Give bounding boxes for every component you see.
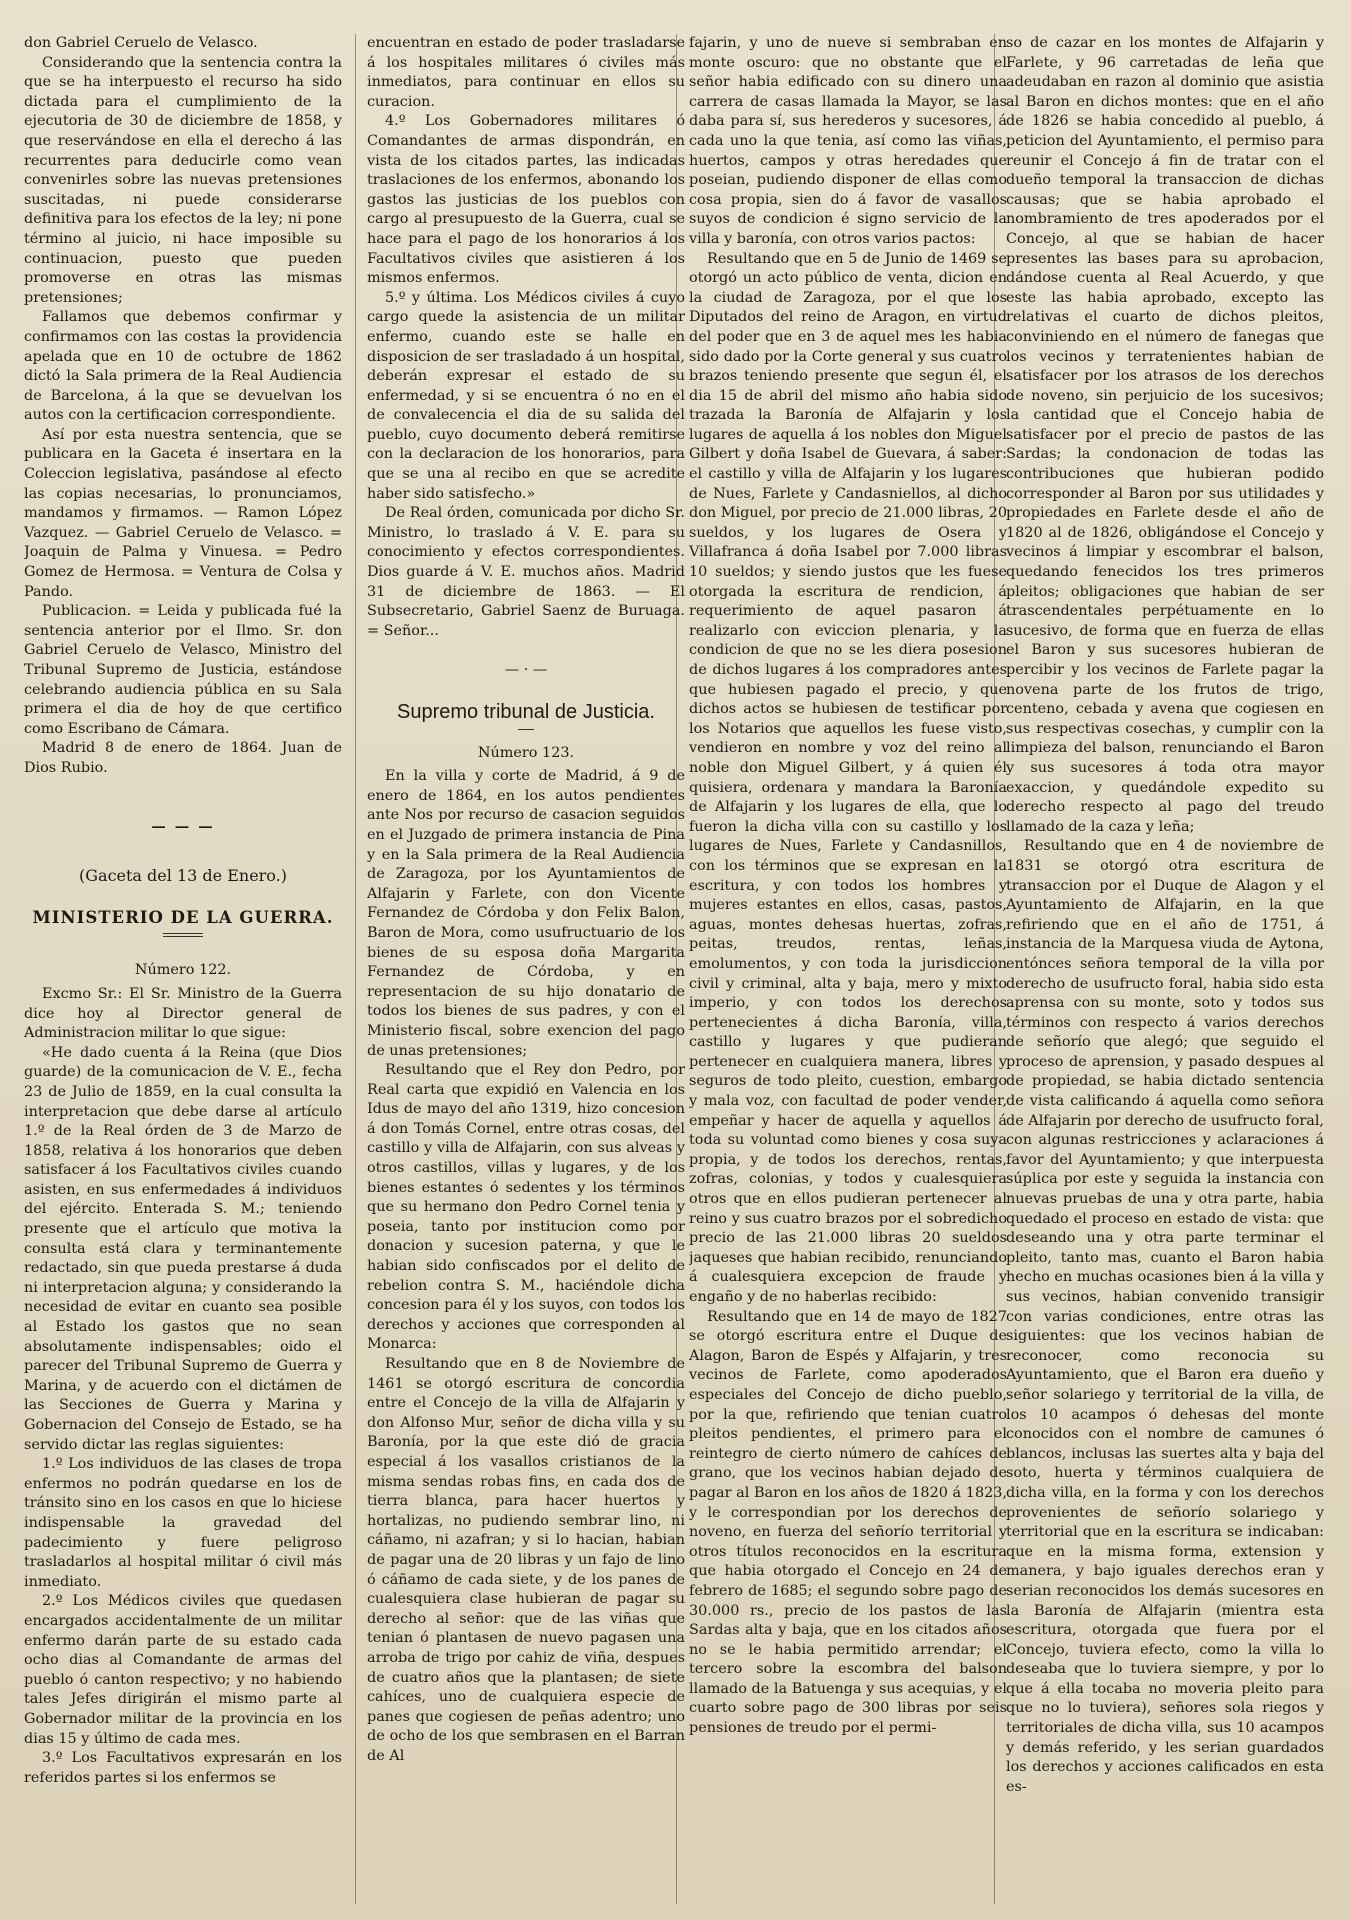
paragraph: encuentran en estado de poder trasladarse á los hospitales militares ó civiles más inmediatos, para continuar en ellos su curacion. xyxy=(367,35,685,110)
short-rule xyxy=(518,729,534,730)
double-rule xyxy=(163,933,203,937)
paragraph: Madrid 8 de enero de 1864. Juan de Dios Rubio. xyxy=(24,740,342,776)
paragraph: Resultando que en 14 de mayo de 1827 se otorgó escritura entre el Duque de Alagon, Baron de Espés y Alfajarin, y tres vecinos de Farlete, como apoderados especiales del Concejo de dicho pueblo, por la que, refiriendo que tenian cuatro pleitos pendientes, el primero para el reintegro de cierto número de cahíces de grano, que los vecinos habian dejado de pagar al Baron en los años de 1820 á 1823, y le correspondian por los derechos de noveno, en fuerza del señorío territorial y otros títulos reconocidos en la escritura que habia otorgado el Concejo en 24 de febrero de 1685; el segundo sobre pago de 30.000 rs., precio de los pastos de las Sardas alta y baja, que en los citados años no se le habia permitido arrendar; el tercero sobre la escombra del balson llamado de la Batuenga y sus acequias, y el cuarto sobre pago de 300 libras por seis pensiones de treudo por el permi- xyxy=(689,1308,1007,1737)
paragraph: 5.º y última. Los Médicos civiles á cuyo cargo quede la asistencia de un militar enfermo, cuando este se halle en disposicion de ser trasladado á un hospital, deberán expresar el estado de su enfermedad, y si se encuentra ó no en el de convalecencia el dia de su salida del pueblo, cuyo documento deberá remitirse con la declaracion de los honorarios, para que se una al recibo en que se acredite haber sido satisfecho.» xyxy=(367,289,685,502)
paragraph: Considerando que la sentencia contra la que se ha interpuesto el recurso ha sido dictada para el cumplimiento de la ejecutoria de 30 de diciembre de 1858, y que reservándose en ella el derecho á las recurrentes para deducirle como vean convenirles sobre las nuevas pretensiones suscitadas, ni puede considerarse definitiva para los efectos de la ley; ni pone término al juicio, ni hace imposible su continuacion, puesto que pueden promoverse en otras las mismas pretensiones; xyxy=(24,54,342,306)
paragraph: Resultando que en 4 de noviembre de 1831 se otorgó otra escritura de transaccion por el Duque de Alagon y el Ayuntamiento de Alfajarin, en la que refiriendo que en el año de 1751, á instancia de la Marquesa viuda de Aytona, entónces señora temporal de la villa por derecho de usufructo foral, habia sido esta aprensa con su monte, soto y todos sus términos con respecto á varios derechos de señorío que alegó; que seguido el proceso de aprension, y pasado despues al de propiedad, se habia dictado sentencia de vista calificando á aquella como señora de Alfajarin por derecho de usufructo foral, con algunas restricciones y aclaraciones á favor del Ayuntamiento; y que interpuesta súplica por este y seguida la instancia con nuevas pruebas de una y otra parte, habia quedado el proceso en estado de vista: que deseando una y otra parte terminar el pleito, tanto mas, cuanto el Baron habia hecho en muchas ocasiones bien á la villa y sus vecinos, habian convenido transigir con varias condiciones, entre otras las siguientes: que los vecinos habian de reconocer, como reconocia su Ayuntamiento, que el Baron era dueño y señor solariego y territorial de la villa, de los 10 acampos ó dehesas del monte conocidos con el nombre de camunes ó blancos, inclusas las suertes alta y baja del soto, huerta y términos cualquiera de dicha villa, en la forma y con los derechos provenientes de señorío solariego y territorial que en la escritura se indicaban: que en la misma forma, extension y manera, y bajo iguales derechos eran y serian reconocidos los demás sucesores en la Baronía de Alfajarin (mientra esta escritura, otorgada que fuera por el Concejo, tuviera efecto, como la villa lo deseaba que lo tuviera siempre, y por lo que á ella tocaba no moveria pleito para que no lo tuviera), señores sola riegos y territoriales de dicha villa, sus 10 acampos y demás referido, y les serian guardados los derechos y acciones calificados en esta es- xyxy=(1006,838,1324,1795)
paragraph: Resultando que en 8 de Noviembre de 1461 se otorgó escritura de concordia entre el Concejo de la villa de Alfajarin y don Alfonso Mur, señor de dicha villa y su Baronía, por la que este dió de gracia especial á los vasallos cristianos de la misma sendas robas fins, en cada dos de tierra blanca, para hacer huertos y hortalizas, no pudiendo sembrar lino, ni cáñamo, ni azafran; y si lo hacian, habian de pagar una de 20 libras y un fajo de lino ó cáñamo de cada siete, y de los panes de cualesquiera clase hubieran de pagar su derecho al señor: que de las viñas que tenian ó plantasen de nuevo pagasen una arroba de trigo por cahiz de viña, despues de cuatro años que la plantasen; de siete cahíces, uno de cualquiera especie de panes que cogiesen de peñas adentro; uno de ocho de los que sembrasen en el Barran de Al xyxy=(367,1356,685,1764)
ministry-heading: MINISTERIO DE LA GUERRA. xyxy=(32,907,334,927)
paragraph: Fallamos que debemos confirmar y confirmamos con las costas la providencia apelada que en 10 de octubre de 1862 dictó la Sala primera de la Real Audiencia de Barcelona, á la que se devuelvan los autos con la certificacion correspondiente. xyxy=(24,309,342,424)
column-rule xyxy=(355,34,356,1904)
paragraph: 3.º Los Facultativos expresarán en los referidos partes si los enfermos se xyxy=(24,1750,342,1786)
dot-separator: — · — xyxy=(504,662,548,679)
paragraph: Así por esta nuestra sentencia, que se publicara en la Gaceta é insertara en la Coleccion legislativa, pasándose al efecto las copias necesarias, lo pronunciamos, mandamos y firmamos. — Ramon López Vazquez. — Gabriel Ceruelo de Velasco. = Joaquin de Palma y Vinuesa. = Pedro Gomez de Hermosa. = Ventura de Colsa y Pando. xyxy=(24,426,342,600)
column-2 xyxy=(367,34,685,1914)
paragraph: Excmo Sr.: El Sr. Ministro de la Guerra dice hoy al Director general de Administracion militar lo que sigue: xyxy=(24,985,342,1042)
paragraph: Publicacion. = Leida y publicada fué la sentencia anterior por el Ilmo. Sr. don Gabriel Ceruelo de Velasco, Ministro del Tribunal Supremo de Justicia, estándose celebrando audiencia pública en su Sala primera el dia de hoy de que certifico como Escribano de Cámara. xyxy=(24,603,342,737)
column-4 xyxy=(1006,34,1324,1914)
paragraph: don Gabriel Ceruelo de Velasco. xyxy=(24,35,258,51)
item-number: Número 123. xyxy=(477,744,575,761)
gaceta-source-line: (Gaceta del 13 de Enero.) xyxy=(79,866,287,886)
paragraph: so de cazar en los montes de Alfajarin y Farlete, y 96 carretadas de leña que adeudaban en razon al dominio que asistia al Baron en dichos montes: que en el año de 1826 se habia concedido al pueblo, á peticion del Ayuntamiento, el permiso para reunir el Concejo á fin de tratar con el dueño temporal la transaccion de dichas causas; que se habia aprobado el nombramiento de tres apoderados por el Concejo, al que se habian de hacer presentes las bases para su aprobacion, dándose cuenta al Real Acuerdo, y que este las habia aprobado, excepto las relativas el cuarto de dichos pleitos, conviniendo en el número de fanegas que los vecinos y terratenientes habian de satisfacer por los atrasos de los derechos de noveno, sin perjuicio de los sucesivos; la cantidad que el Concejo habia de satisfacer por el precio de pastos de las Sardas; la condonacion de todas las contribuciones que hubieran podido corresponder al Baron por sus utilidades y propiedades en Farlete desde el año de 1820 al de 1826, obligándose el Concejo y vecinos á limpiar y escombrar el balson, quedando fenecidos los tres primeros pleitos; obligaciones que habian de ser trascendentales perpétuamente en lo sucesivo, de forma que en fuerza de ellas el Baron y sus sucesores hubieran de percibir y los vecinos de Farlete pagar la novena parte de los frutos de trigo, centeno, cebada y avena que cogiesen en sus respectivas cosechas, y cumplir con la limpieza del balson, renunciando el Baron y sus sucesores á toda otra mayor exaccion, y quedándole expedito su derecho respecto al pago del treudo llamado de la caza y leña; xyxy=(1006,35,1324,835)
item-number: Número 122. xyxy=(134,962,232,979)
paragraph: 2.º Los Médicos civiles que quedasen encargados accidentalmente de un militar enfermo darán parte de su estado cada ocho dias al Comandante de armas del pueblo ó canton respectivo; y no habiendo tales Jefes dirigirán el mismo parte al Gobernador militar de la provincia en los dias 15 y último de cada mes. xyxy=(24,1593,342,1747)
paragraph: 4.º Los Gobernadores militares ó Comandantes de armas dispondrán, en vista de los citados partes, las indicadas traslaciones de los enfermos, abonando los gastos las justicias de los pueblos con cargo al presupuesto de la Guerra, cual se hace para el pago de los honorarios á los Facultativos civiles que asistieren á los mismos enfermos. xyxy=(367,113,685,287)
paragraph: «He dado cuenta á la Reina (que Dios guarde) de la comunicacion de V. E., fecha 23 de Julio de 1859, en la cual consulta la interpretacion que debe darse al artículo 1.º de la Real órden de 3 de Marzo de 1858, relativa á los honorarios que deben satisfacer á los Facultativos civiles cuando asisten, en sus enfermedades á individuos del ejército. Enterada S. M.; teniendo presente que el artículo que motiva la consulta está clara y terminantemente redactado, sin que pueda prestarse á duda ni interpretacion alguna; y considerando la necesidad de evitar en cuanto sea posible al Estado los gastos que no sean absolutamente indispensables; oido el parecer del Tribunal Supremo de Guerra y Marina, y de acuerdo con el dictámen de las Secciones de Guerra y Marina y Gobernacion del Consejo de Estado, se ha servido dictar las reglas siguientes: xyxy=(24,1044,342,1453)
column-1 xyxy=(24,34,342,1914)
paragraph: De Real órden, comunicada por dicho Sr. Ministro, lo traslado á V. E. para su conocimiento y efectos correspondientes. Dios guarde á V. E. muchos años. Madrid 31 de diciembre de 1863. — El Subsecretario, Gabriel Saenz de Buruaga. = Señor... xyxy=(367,505,685,639)
column-3 xyxy=(689,34,1007,1914)
paragraph: Resultando que el Rey don Pedro, por Real carta que expidió en Valencia en los Idus de mayo del año 1319, hizo concesion á don Tomás Cornel, entre otras cosas, del castillo y villa de Alfajarin, con sus alveas y otros castillos, villas y lugares, y de los bienes estantes ó sedentes y los términos que su hermano don Pedro Cornel tenia y poseia, tanto por institucion como por donacion y sucesion paterna, y que le habian sido confiscados por el delito de rebelion contra S. M., haciéndole dicha concesion para él y los suyos, con todos los derechos y acciones que corresponden al Monarca: xyxy=(367,1062,685,1353)
paragraph: 1.º Los individuos de las clases de tropa enfermos no podrán quedarse en los de tránsito sino en los casos en que lo hiciese indispensable la gravedad del padecimiento y fuere peligroso trasladarlos al hospital militar ó civil más inmediato. xyxy=(24,1456,342,1590)
section-heading: Supremo tribunal de Justicia. xyxy=(397,701,655,723)
paragraph: Resultando que en 5 de Junio de 1469 se otorgó un acto público de venta, dicion en la ciudad de Zaragoza, por el que los Diputados del reino de Aragon, en virtud del poder que en 3 de aquel mes les habia sido dado por la Corte general y sus cuatro brazos teniendo presente que segun él, el dia 15 de abril del mismo año habia sido trazada la Baronía de Alfajarin y los lugares de aquella á los nobles don Miguel Gilbert y doña Isabel de Guevara, á saber: el castillo y villa de Alfajarin y los lugares de Nues, Farlete y Candasniellos, al dicho don Miguel, por precio de 21.000 libras, 20 sueldos, y los lugares de Osera y Villafranca á doña Isabel por 7.000 libras 10 sueldos; y siendo justos que les fuese otorgada la escritura de rendicion, á requerimiento de aquel pasaron á realizarlo con eviccion plenaria, y la condicion de que no se les diera posesion de dichos lugares á los compradores antes que hubiesen pagado el precio, y que dichos actos se hubiesen de testificar por los Notarios que aquellos les fuese visto, vendieron en nombre y voz del reino al noble don Miguel Gilbert, y á quien él quisiera, ordenara y mandara la Baronía de Alfajarin y los lugares de ella, que lo fueron la dicha villa con su castillo y los lugares de Nues, Farlete y Candasnillos, con los términos que se expresan en la escritura, y con todos los hombres y mujeres estantes en ellos, casas, pastos, aguas, montes dehesas huertas, zofras, peitas, treudos, rentas, leñas, emolumentos, y con toda la jurisdiccion civil y criminal, alta y baja, mero y mixto imperio, y con todos los derechos pertenecientes á dicha Baronía, villa, castillo y lugares y que pudieran pertenecer en cualquiera manera, libres y seguros de todo pleito, cuestion, embargo y mala voz, con facultad de poder vender, empeñar y hacer de aquella y aquellos á toda su voluntad como bienes y cosa suya propia, y de todos los derechos, rentas, zofras, colonias, y todos y cualesquiera otros que en ellos pudieran pertenecer al reino y sus cuatro brazos por el sobredicho precio de las 21.000 libras 20 sueldos jaqueses que habian recibido, renunciando á cualesquiera excepcion de fraude y engaño y de no haberlas recibido: xyxy=(689,250,1007,1305)
section-separator: — — — xyxy=(151,817,215,835)
paragraph: fajarin, y uno de nueve si sembraban en monte oscuro: que no obstante que el señor habia edificado con su dinero una carrera de casas llamada la Mayor, se las daba para sí, sus herederos y sucesores, á cada uno la que tenia, así como las viñas, huertos, campos y otras heredades que poseian, pudiendo disponer de ellas como cosa propia, sien do á favor de vasallos suyos de condicion é signo servicio de la villa y baronía, con otros varios pactos: xyxy=(689,35,1007,247)
paragraph: En la villa y corte de Madrid, á 9 de enero de 1864, en los autos pendientes ante Nos por recurso de casacion seguidos en el Juzgado de primera instancia de Pina y en la Sala primera de la Real Audiencia de Zaragoza, por los Ayuntamientos de Alfajarin y Farlete, con don Vicente Fernandez de Córdoba y don Felix Balon, Baron de Mora, como usufructuario de los bienes de su esposa doña Margarita Fernandez de Córdoba, y en representacion de su hijo donatario de todos los bienes de sus padres, y con el Ministerio fiscal, sobre exencion del pago de unas pretensiones; xyxy=(367,768,685,1059)
